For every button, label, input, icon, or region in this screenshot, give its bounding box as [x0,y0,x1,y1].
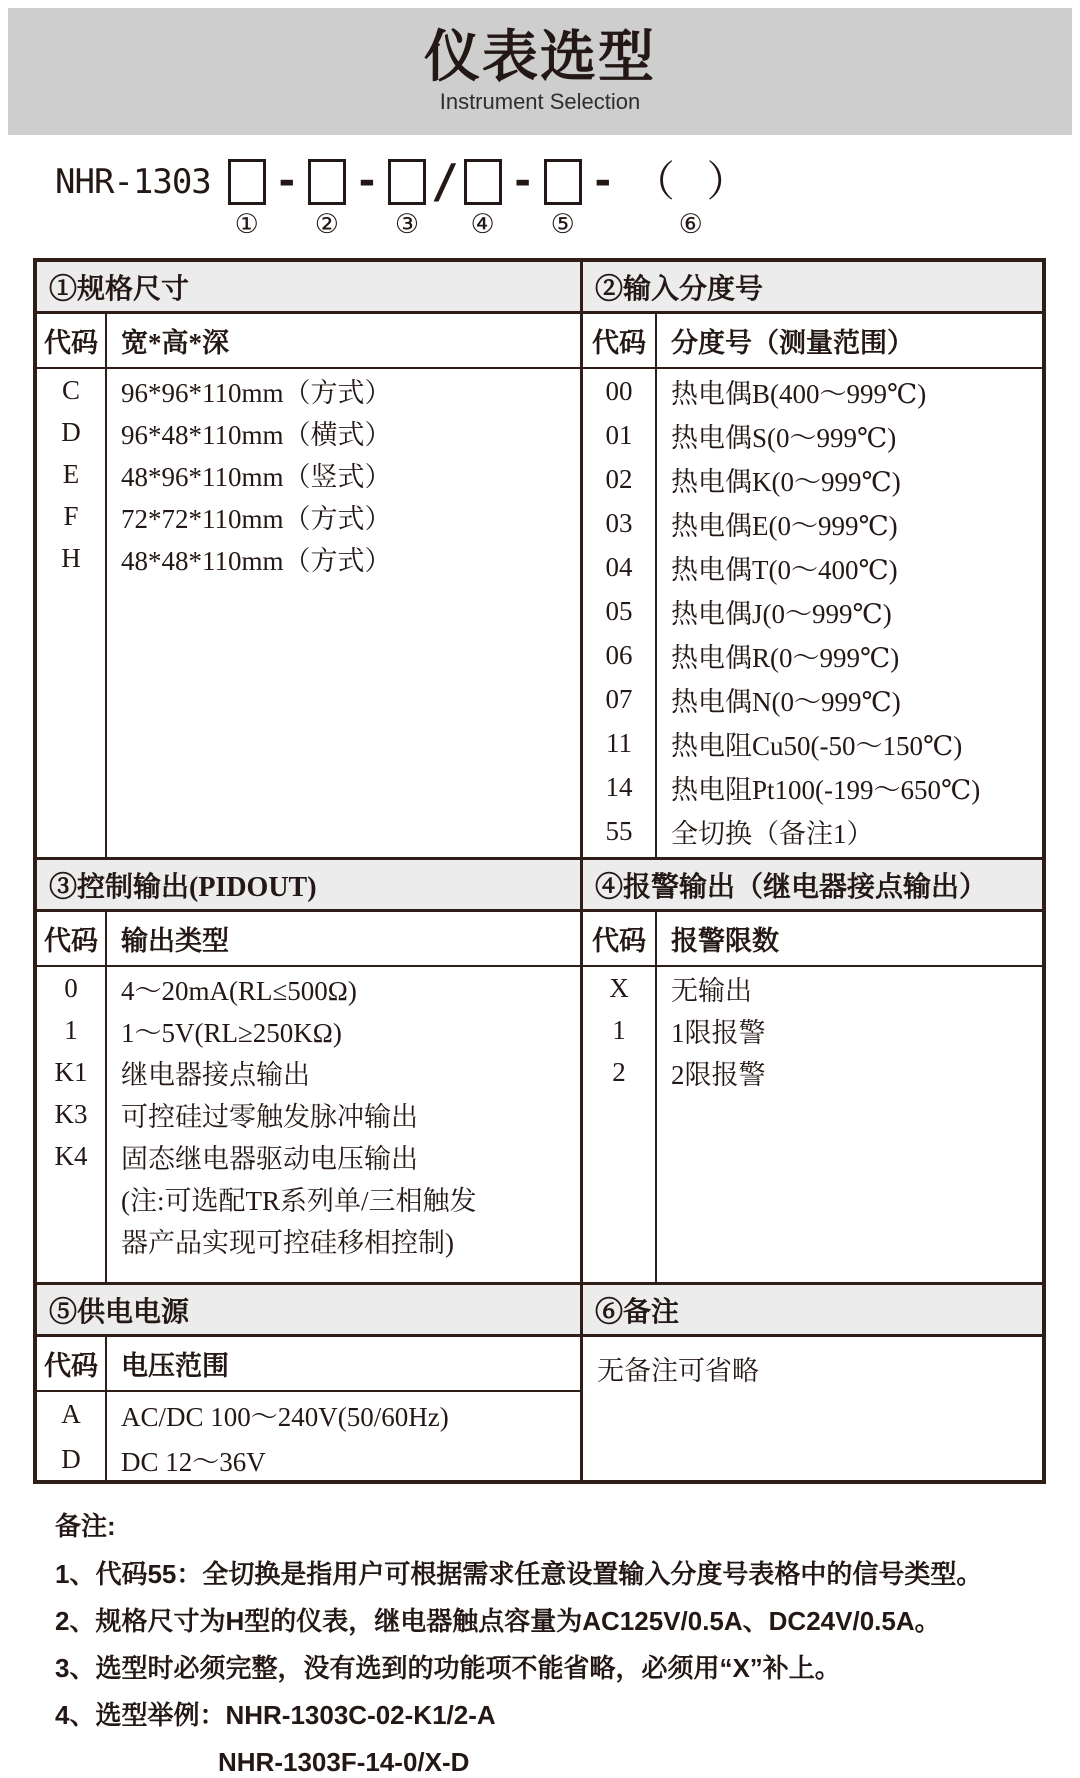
position-number: ④ [470,209,495,240]
section-input-range [583,262,1042,857]
row-code: 01 [605,419,633,450]
desc-column [657,967,1042,1282]
row-code: 0 [64,972,78,1003]
row-code: D [61,1444,81,1474]
row-code: 55 [605,815,633,846]
row-code [37,1219,105,1261]
position-number: ② [314,209,339,240]
column-header-code: 代码 [37,1337,107,1390]
row-value: 热电阻Pt100(-199～650℃) [671,774,981,805]
position-number: ③ [394,209,420,240]
row-value: 继电器接点输出 [121,1059,310,1090]
section-control-output [37,860,583,1282]
row-value: 96*48*110mm（横式） [121,419,392,450]
code-column [583,369,657,857]
section-body [37,967,580,1282]
row-value: 器产品实现可控硅移相控制) [121,1227,454,1258]
section-title: ⑤供电电源 [37,1285,580,1337]
section-title: ⑥备注 [583,1285,1042,1337]
row-code: A [61,1399,81,1429]
row-code: H [61,542,81,573]
footnotes-title: 备注: [55,1511,116,1541]
row-value: 72*72*110mm（方式） [121,503,392,534]
model-slot-5 [543,159,583,239]
row-code: C [61,374,80,405]
model-separator: - [590,158,615,204]
row-value: 热电偶R(0～999℃) [671,642,900,673]
column-header-desc: 报警限数 [671,926,779,956]
section-body [37,369,580,857]
footnote-item: 2、规格尺寸为H型的仪表，继电器触点容量为AC125V/0.5A、DC24V/0.5A。 [55,1606,941,1636]
section-body [583,369,1042,857]
row-value: 热电阻Cu50(-50～150℃) [671,730,963,761]
row-value: 2限报警 [671,1059,766,1090]
row-value: DC 12～36V [121,1447,266,1477]
page-subtitle: Instrument Selection [439,88,641,114]
section-spec-size [37,262,583,857]
footnote-item: 1、代码55：全切换是指用户可根据需求任意设置输入分度号表格中的信号类型。 [55,1559,983,1589]
column-header-desc: 输出类型 [121,926,229,956]
footnotes-list [55,1558,1040,1778]
selection-table [33,258,1046,1484]
row-value: 固态继电器驱动电压输出 [121,1143,418,1174]
remark-parens: （ ） [632,158,759,205]
code-column [37,967,107,1282]
column-header-code: 代码 [583,912,657,965]
desc-column [107,967,580,1282]
desc-column [107,1392,580,1482]
column-header-code: 代码 [37,912,107,965]
column-header-desc: 分度号（测量范围） [671,328,914,358]
row-code: K1 [54,1056,88,1087]
row-value: AC/DC 100～240V(50/60Hz) [121,1402,449,1432]
row-code: 02 [605,463,633,494]
row-code: K4 [54,1140,88,1171]
row-value: 无输出 [671,975,752,1006]
code-box [228,159,266,205]
page-banner [8,8,1072,135]
row-value: 热电偶S(0～999℃) [671,422,897,453]
model-separator: / [430,154,459,208]
column-header-row [37,314,580,369]
footnote-item: NHR-1303F-14-0/X-D [218,1747,470,1777]
row-code: 05 [605,595,633,626]
section-title: ①规格尺寸 [37,262,580,314]
column-header-code: 代码 [37,314,107,367]
section-title: ②输入分度号 [583,262,1042,314]
column-header-row [37,1337,580,1392]
row-code: 07 [605,683,633,714]
code-box [464,159,502,205]
model-prefix: NHR-1303 [55,162,211,202]
row-code: 03 [605,507,633,538]
row-code [37,1177,105,1219]
row-value: 全切换（备注1） [671,818,874,849]
row-value: 热电偶K(0～999℃) [671,466,901,497]
model-separator: - [354,158,379,204]
position-number: ⑤ [550,209,575,240]
code-column [37,369,107,857]
row-value: 48*96*110mm（竖式） [121,461,392,492]
row-code: 11 [606,727,632,758]
row-code: 2 [612,1056,626,1087]
column-header-desc: 宽*高*深 [121,328,229,358]
section-remark [583,1285,1042,1482]
row-value: 4～20mA(RL≤500Ω) [121,975,357,1006]
model-slot-4 [463,159,503,239]
section-body [583,967,1042,1282]
code-box [388,159,426,205]
section-title: ④报警输出（继电器接点输出） [583,860,1042,912]
row-code: 04 [605,551,633,582]
page-title: 仪表选型 [424,25,656,89]
row-value: 48*48*110mm（方式） [121,545,392,576]
column-header-row [37,912,580,967]
row-code: E [62,458,80,489]
code-column [37,1392,107,1482]
position-number: ⑥ [678,209,703,240]
row-value: 1～5V(RL≥250KΩ) [121,1017,342,1048]
position-number: ① [234,209,259,240]
row-value: 热电偶J(0～999℃) [671,598,892,629]
table-band-3 [37,1282,1042,1480]
code-column [583,967,657,1282]
row-value: 1限报警 [671,1017,766,1048]
model-separator: - [274,158,299,204]
row-value: 热电偶T(0～400℃) [671,554,898,585]
row-value: 热电偶B(400～999℃) [671,378,927,409]
row-code: D [61,416,81,447]
table-band-1 [37,262,1042,857]
row-value: (注:可选配TR系列单/三相触发 [121,1185,477,1216]
desc-column [107,369,580,857]
row-code: K3 [54,1098,88,1129]
section-title: ③控制输出(PIDOUT) [37,860,580,912]
row-code: 14 [605,771,633,802]
column-header-code: 代码 [583,314,657,367]
model-slot-2 [307,159,347,239]
row-code: F [63,500,79,531]
row-value: 热电偶N(0～999℃) [671,686,901,717]
column-header-row [583,912,1042,967]
row-code: 1 [64,1014,78,1045]
model-slot-3 [387,159,427,239]
footnote-item: 4、选型举例：NHR-1303C-02-K1/2-A [55,1700,496,1730]
table-band-2 [37,857,1042,1282]
row-code: 00 [605,375,633,406]
section-alarm-output [583,860,1042,1282]
row-code: 1 [612,1014,626,1045]
row-code: X [609,972,629,1003]
row-value: 96*96*110mm（方式） [121,377,392,408]
section-power-supply [37,1285,583,1482]
footnotes [55,1506,1040,1778]
code-box [308,159,346,205]
remark-text: 无备注可省略 [597,1356,759,1386]
row-value: 热电偶E(0～999℃) [671,510,898,541]
row-value: 可控硅过零触发脉冲输出 [121,1101,418,1132]
model-code-line [55,154,1080,245]
model-separator: - [510,158,535,204]
footnote-item: 3、选型时必须完整，没有选到的功能项不能省略，必须用“X”补上。 [55,1653,841,1683]
section-body [37,1392,580,1482]
column-header-desc: 电压范围 [121,1351,229,1381]
row-code: 06 [605,639,633,670]
code-box [544,159,582,205]
model-slot-6 [623,159,759,239]
desc-column [657,369,1042,857]
column-header-row [583,314,1042,369]
model-slot-1 [227,159,267,239]
